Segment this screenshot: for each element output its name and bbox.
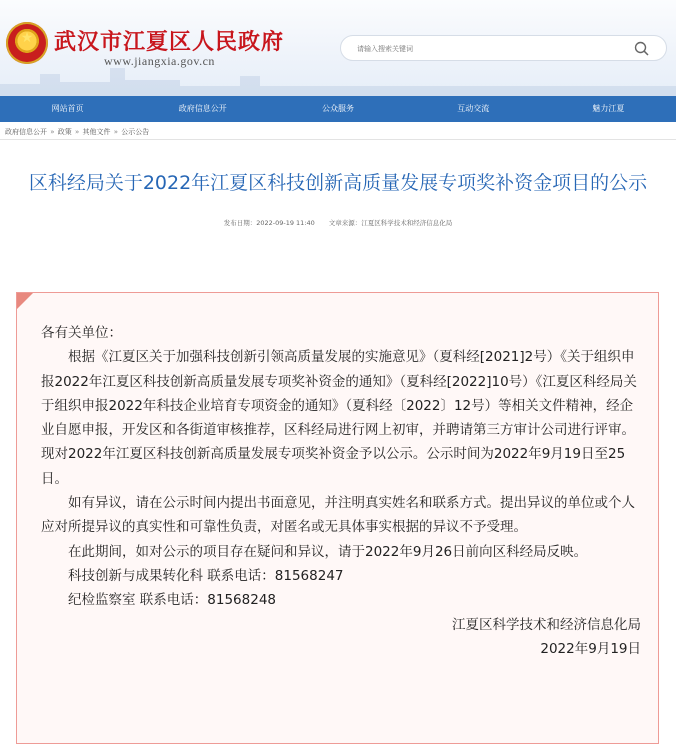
article-source: 文章来源：江夏区科学技术和经济信息化局	[328, 219, 453, 227]
article-title: 区科经局关于2022年江夏区科技创新高质量发展专项奖补资金项目的公示	[28, 171, 648, 194]
notice-body	[41, 321, 641, 661]
signature-date: 2022年9月19日	[540, 640, 641, 657]
publish-date: 发布日期：2022-09-19 11:40	[223, 219, 315, 227]
contact-line: 科技创新与成果转化科 联系电话：81568247	[68, 567, 344, 584]
paragraph-objection: 如有异议，请在公示时间内提出书面意见，并注明真实姓名和联系方式。提出异议的单位或个人应对所提异议的真实性和可靠性负责，对匿名或无具体事实根据的异议不予受理。	[41, 495, 635, 536]
breadcrumb	[5, 127, 149, 137]
site-domain: www.jiangxia.gov.cn	[104, 54, 215, 68]
main-nav	[0, 96, 676, 122]
search-box	[340, 35, 667, 61]
nav-item-charm-jiangxia[interactable]: 魅力江夏	[592, 104, 625, 113]
nav-item-gov-info[interactable]: 政府信息公开	[178, 104, 227, 113]
contact-line: 纪检监察室 联系电话：81568248	[68, 592, 277, 609]
paragraph-feedback: 在此期间，如对公示的项目存在疑问和异议，请于2022年9月26日前向区科经局反映。	[68, 543, 588, 560]
national-emblem-icon: ★	[6, 22, 48, 64]
breadcrumb-item[interactable]: 公示公告	[121, 128, 150, 136]
nav-item-home[interactable]: 网站首页	[51, 104, 84, 113]
breadcrumb-item[interactable]: 政策	[57, 128, 72, 136]
salutation: 各有关单位：	[41, 325, 122, 341]
nav-item-public-service[interactable]: 公众服务	[322, 104, 354, 113]
breadcrumb-separator: »	[48, 128, 57, 136]
breadcrumb-item[interactable]: 其他文件	[82, 128, 111, 136]
site-header	[0, 0, 676, 96]
article-meta	[0, 218, 676, 227]
signature-org: 江夏区科学技术和经济信息化局	[452, 616, 641, 633]
divider	[0, 139, 676, 140]
breadcrumb-separator: »	[72, 128, 82, 136]
paragraph-basis: 根据《江夏区关于加强科技创新引领高质量发展的实施意见》（夏科经[2021]2号）《关于组织申报2022年江夏区科技创新高质量发展专项奖补资金的通知》（夏科经[2022]10号）《江夏区科经局关于组织申报2022年科技企业培育专项资金的通知》（夏科经〔2022〕12号）等相关文件精神，经企业自愿申报，开发区和各街道审核推荐，区科经局进行网上初审，并聘请第三方审计公司进行评审。现对2022年江夏区科技创新高质量发展专项奖补资金予以公示。公示时间为2022年9月19日至25日。	[41, 349, 637, 487]
corner-decoration	[17, 293, 33, 309]
breadcrumb-separator: »	[111, 128, 121, 136]
site-title[interactable]: 武汉市江夏区人民政府	[54, 29, 285, 55]
search-icon[interactable]	[634, 41, 650, 57]
skyline-decoration	[0, 56, 676, 96]
nav-item-interaction[interactable]: 互动交流	[457, 104, 490, 113]
search-input[interactable]	[355, 40, 629, 58]
breadcrumb-item[interactable]: 政府信息公开	[5, 128, 47, 136]
notice-box	[16, 292, 659, 744]
